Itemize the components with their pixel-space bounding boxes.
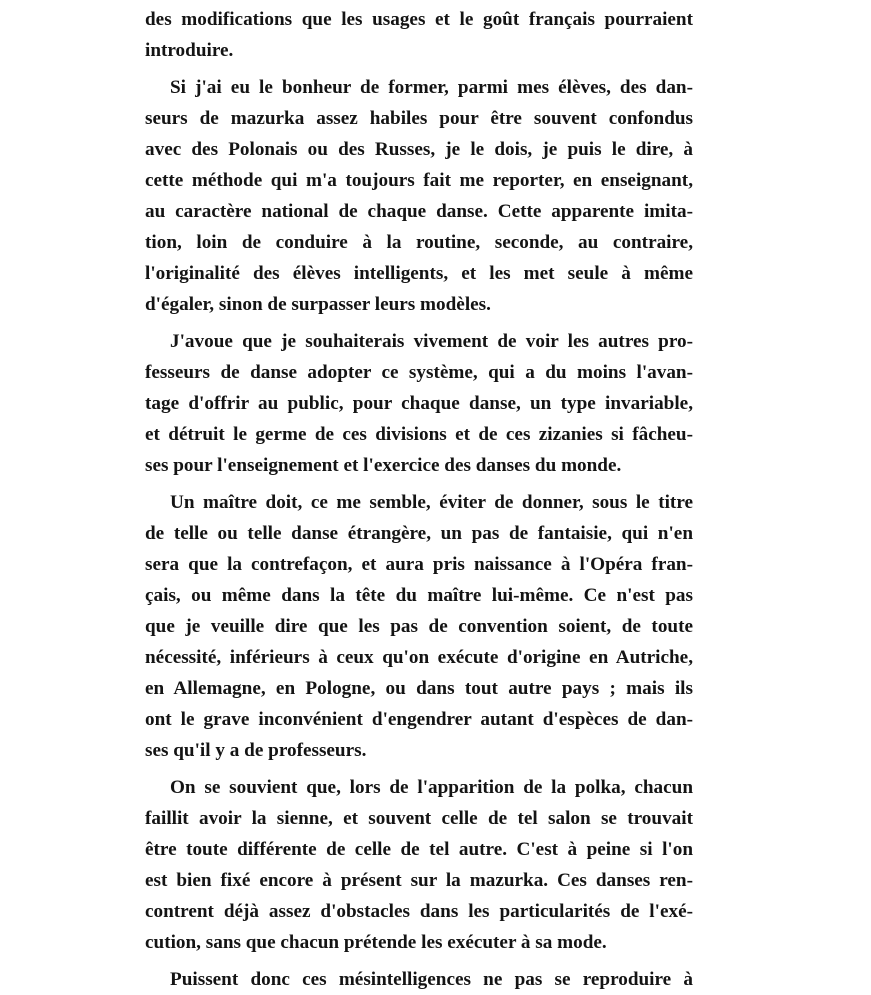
text-line: contrent déjà assez d'obstacles dans les particularités de l'exé- bbox=[145, 901, 693, 922]
text-line: fesseurs de danse adopter ce système, qui a du moins l'avan- bbox=[145, 362, 693, 383]
text-line: être toute différente de celle de tel autre. C'est à peine si l'on bbox=[145, 839, 693, 860]
paragraph bbox=[145, 964, 693, 995]
text-line: nécessité, inférieurs à ceux qu'on exécute d'origine en Autriche, bbox=[145, 647, 693, 668]
text-line: çais, ou même dans la tête du maître lui-même. Ce n'est pas bbox=[145, 585, 693, 606]
text-line: avec des Polonais ou des Russes, je le dois, je puis le dire, à bbox=[145, 139, 693, 160]
text-line: On se souvient que, lors de l'apparition de la polka, chacun bbox=[170, 777, 693, 798]
text-line: est bien fixé encore à présent sur la mazurka. Ces danses ren- bbox=[145, 870, 693, 891]
text-line: et détruit le germe de ces divisions et de ces zizanies si fâcheu- bbox=[145, 424, 693, 445]
text-line: d'égaler, sinon de surpasser leurs modèles. bbox=[145, 294, 491, 315]
text-line: Si j'ai eu le bonheur de former, parmi mes élèves, des dan- bbox=[170, 77, 693, 98]
paragraph bbox=[145, 326, 693, 481]
text-line: cette méthode qui m'a toujours fait me reporter, en enseignant, bbox=[145, 170, 693, 191]
text-line: introduire. bbox=[145, 40, 234, 61]
text-line: ses qu'il y a de professeurs. bbox=[145, 740, 367, 761]
paragraph bbox=[145, 72, 693, 320]
text-line: tion, loin de conduire à la routine, seconde, au contraire, bbox=[145, 232, 693, 253]
text-line: l'originalité des élèves intelligents, et les met seule à même bbox=[145, 263, 693, 284]
text-line: sera que la contrefaçon, et aura pris naissance à l'Opéra fran- bbox=[145, 554, 693, 575]
text-line: que je veuille dire que les pas de convention soient, de toute bbox=[145, 616, 693, 637]
text-line: en Allemagne, en Pologne, ou dans tout autre pays ; mais ils bbox=[145, 678, 693, 699]
text-line: Puissent donc ces mésintelligences ne pas se reproduire à bbox=[170, 969, 693, 990]
text-line: cution, sans que chacun prétende les exécuter à sa mode. bbox=[145, 932, 607, 953]
text-line: de telle ou telle danse étrangère, un pas de fantaisie, qui n'en bbox=[145, 523, 693, 544]
paragraph bbox=[145, 772, 693, 958]
text-line: au caractère national de chaque danse. Cette apparente imita- bbox=[145, 201, 693, 222]
text-line: ses pour l'enseignement et l'exercice des danses du monde. bbox=[145, 455, 622, 476]
paragraph bbox=[145, 487, 693, 766]
document-page bbox=[145, 4, 693, 995]
text-line: Un maître doit, ce me semble, éviter de donner, sous le titre bbox=[170, 492, 693, 513]
text-line: J'avoue que je souhaiterais vivement de voir les autres pro- bbox=[170, 331, 693, 352]
text-line: ont le grave inconvénient d'engendrer autant d'espèces de dan- bbox=[145, 709, 693, 730]
text-line: seurs de mazurka assez habiles pour être souvent confondus bbox=[145, 108, 693, 129]
paragraph bbox=[145, 4, 693, 66]
text-line: des modifications que les usages et le goût français pourraient bbox=[145, 9, 693, 30]
text-line: tage d'offrir au public, pour chaque danse, un type invariable, bbox=[145, 393, 693, 414]
text-line: faillit avoir la sienne, et souvent celle de tel salon se trouvait bbox=[145, 808, 693, 829]
